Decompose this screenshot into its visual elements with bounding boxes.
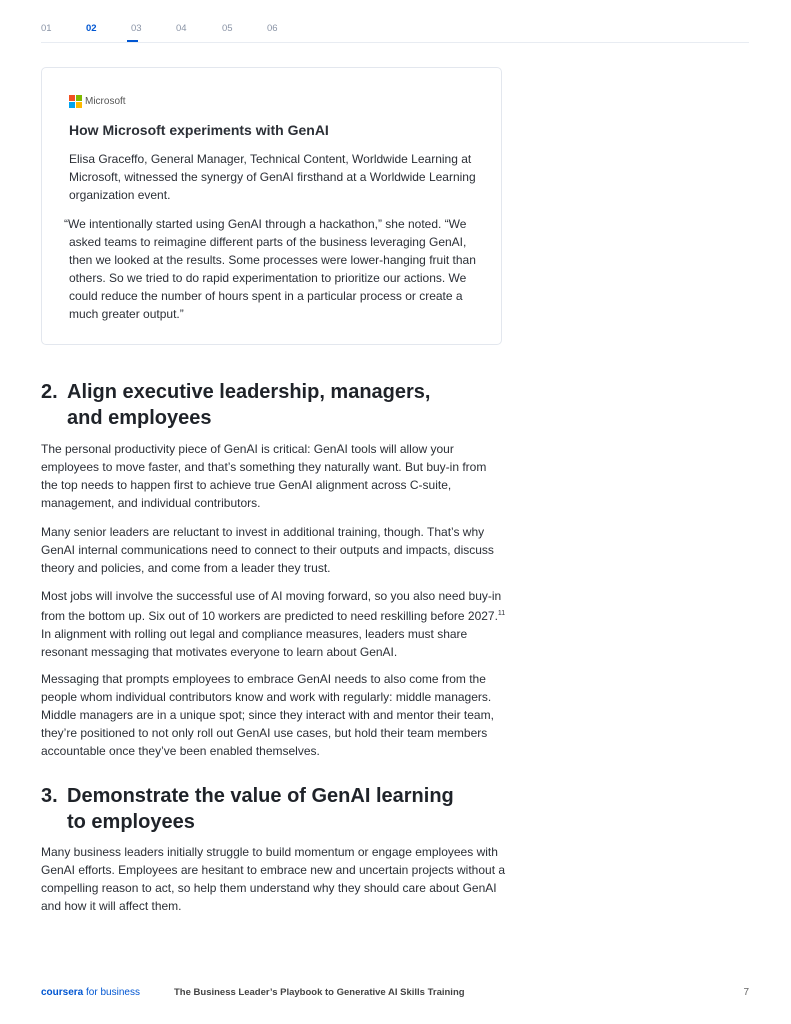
page-number: 7 [743,987,749,998]
nav-tab-01[interactable]: 01 [41,23,52,34]
section-nav [41,20,749,43]
microsoft-logo-text: Microsoft [85,96,126,107]
nav-tab-06[interactable]: 06 [267,23,278,34]
active-tab-indicator [127,40,138,42]
card-quote: “We intentionally started using GenAI through a hackathon,” she noted. “We asked teams to reimagine different parts of the business leveraging GenAI, then we looked at the results. Some processes were lower-hanging fruit than others. So we tried to do rapid experimentation to prioritize our actions. We could reduce the number of hours spent in a particular process or create a much greater output.” [64,217,476,321]
microsoft-logo-icon [69,95,82,108]
section-2-heading [41,379,501,431]
heading-line: to employees [67,811,195,833]
paragraph: Many senior leaders are reluctant to invest in additional training, though. That’s why GenAI internal communications need to connect to their outputs and impacts, discuss theory and policies, and come from a leader they trust. [41,525,494,575]
case-study-card [41,67,502,345]
section-number: 3. [41,785,58,807]
nav-tab-02[interactable]: 02 [86,23,97,34]
heading-line: Demonstrate the value of GenAI learning [67,785,454,807]
text: Most jobs will involve the successful use of AI moving forward, so you also need buy-in from the bottom up. Six out of 10 workers are predicted to need reskilling before 2027. [41,589,502,623]
nav-tab-05[interactable]: 05 [222,23,233,34]
paragraph: Many business leaders initially struggle to build momentum or engage employees with GenAI efforts. Employees are hesitant to embrace new and uncertain projects without a compelling reason to act, so help them understand why they should care about GenAI and how it will affect them. [41,845,506,913]
section-3-heading [41,783,501,835]
card-title: How Microsoft experiments with GenAI [69,122,329,138]
paragraph: Messaging that prompts employees to embrace GenAI needs to also come from the people whom individual contributors know and work with regularly: middle managers. Middle managers are in a unique spot; since they interact with and mentor their team, they’re positioned to not only roll out GenAI use cases, but hold their team members accountable once they’ve been enabled themselves. [41,672,494,758]
nav-tab-03[interactable]: 03 [131,23,142,34]
section-number: 2. [41,381,58,403]
page-footer [41,987,749,1001]
microsoft-logo [69,95,126,108]
heading-line: Align executive leadership, managers, [67,381,431,403]
nav-tab-04[interactable]: 04 [176,23,187,34]
document-title: The Business Leader’s Playbook to Generative AI Skills Training [174,987,465,998]
card-intro: Elisa Graceffo, General Manager, Technical Content, Worldwide Learning at Microsoft, witnessed the synergy of GenAI firsthand at a Worldwide Learning organization event. [69,152,476,202]
coursera-for-business-logo: coursera for business [41,987,140,998]
footnote-ref[interactable]: 11 [497,610,506,617]
heading-line: and employees [67,407,212,429]
text: In alignment with rolling out legal and compliance measures, leaders must share resonant messaging that motivates everyone to learn about GenAI. [41,627,468,659]
paragraph: The personal productivity piece of GenAI is critical: GenAI tools will allow your employees to move faster, and that’s something they naturally want. But buy-in from the top needs to happen first to achieve true GenAI alignment across C-suite, management, and individual contributors. [41,442,487,510]
paragraph [41,587,506,661]
